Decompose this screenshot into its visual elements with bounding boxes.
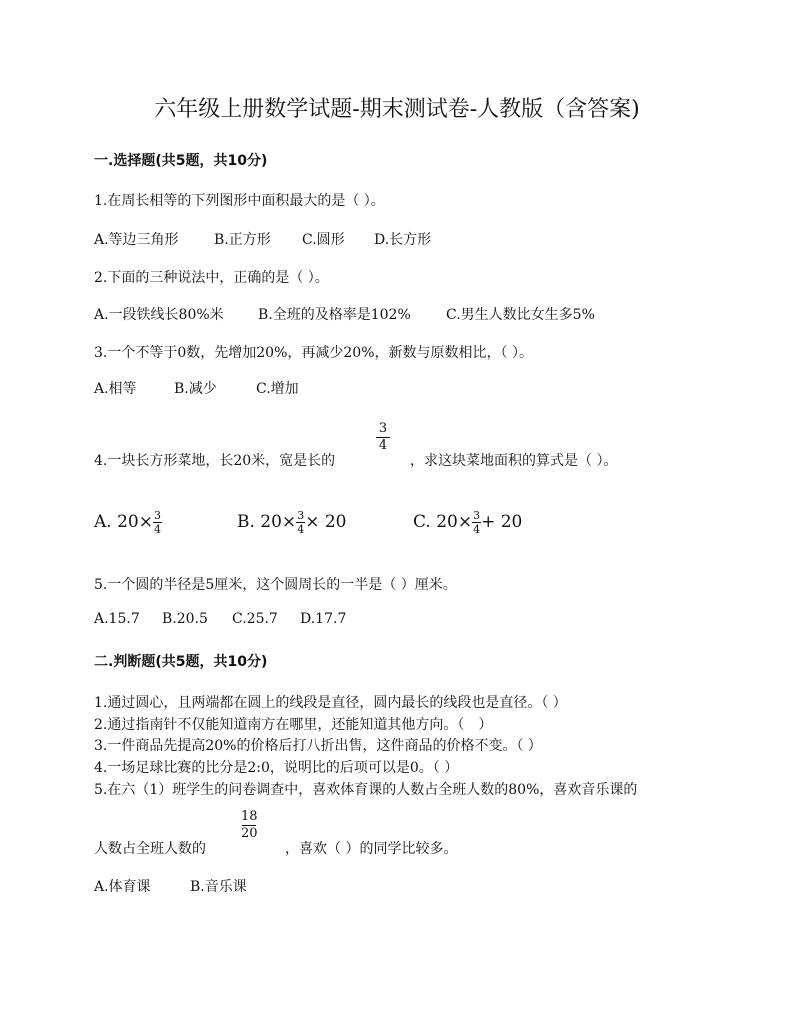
question-2-options	[94, 304, 595, 324]
question-3: 3.一个不等于0数，先增加20%，再减少20%，新数与原数相比，（ ）。	[94, 345, 533, 361]
option-fraction	[472, 510, 481, 535]
option: D.17.7	[300, 611, 347, 627]
judge-item-2: 2.通过指南针不仅能知道南方在哪里，还能知道其他方向。（ ）	[94, 717, 493, 733]
option: B.正方形	[214, 232, 271, 248]
option: D.长方形	[374, 232, 432, 248]
fraction-denominator: 4	[297, 523, 305, 536]
judge-5-options	[94, 876, 247, 896]
option: B.减少	[174, 381, 217, 397]
option: A.一段铁线长80%米	[94, 307, 224, 323]
option: C.圆形	[302, 232, 345, 248]
fraction-numerator: 3	[297, 509, 305, 522]
question-4-option-b	[237, 510, 346, 535]
judge-item-3: 3.一件商品先提高20%的价格后打八折出售，这件商品的价格不变。（ ）	[94, 738, 542, 754]
option: A.体育课	[94, 879, 151, 895]
question-1: 1.在周长相等的下列图形中面积最大的是（ ）。	[94, 193, 385, 209]
option: C.25.7	[232, 611, 278, 627]
judge-item-5: 5.在六（1）班学生的问卷调查中，喜欢体育课的人数占全班人数的80%，喜欢音乐课的	[94, 782, 638, 798]
fraction-denominator: 4	[378, 438, 388, 453]
option: C.男生人数比女生多5%	[446, 307, 595, 323]
option: B.20.5	[162, 611, 208, 627]
option: B.全班的及格率是102%	[258, 307, 411, 323]
question-4-before: 4.一块长方形菜地，长20米，宽是长的	[94, 453, 336, 469]
question-5-options	[94, 611, 346, 627]
section-heading-judge: 二.判断题(共5题，共10分)	[94, 654, 268, 670]
option-prefix: B. 20×	[237, 512, 297, 532]
option: A.相等	[94, 381, 137, 397]
fraction-numerator: 3	[378, 421, 388, 436]
option-prefix: A. 20×	[94, 512, 153, 532]
option: A.15.7	[94, 611, 140, 627]
question-4-option-c	[413, 510, 522, 535]
option: C.增加	[256, 381, 299, 397]
judge-5-before: 人数占全班人数的	[94, 841, 206, 857]
option-fraction	[296, 510, 305, 535]
question-4-after: ，求这块菜地面积的算式是（ ）。	[410, 453, 618, 469]
option-suffix: + 20	[481, 512, 523, 532]
judge-item-1: 1.通过圆心，且两端都在圆上的线段是直径，圆内最长的线段也是直径。（ ）	[94, 695, 567, 711]
option: B.音乐课	[190, 879, 247, 895]
fraction-denominator: 4	[153, 523, 161, 536]
question-4-fraction	[376, 422, 390, 453]
question-3-options	[94, 378, 299, 398]
option-suffix: × 20	[305, 512, 347, 532]
fraction-numerator: 18	[241, 809, 258, 824]
fraction-numerator: 3	[153, 509, 161, 522]
judge-5-after: ，喜欢（ ）的同学比较多。	[285, 841, 458, 857]
judge-item-4: 4.一场足球比赛的比分是2:0，说明比的后项可以是0。（ ）	[94, 760, 459, 776]
judge-5-fraction	[241, 810, 258, 841]
fraction-numerator: 3	[473, 509, 481, 522]
section-heading-choice: 一.选择题(共5题，共10分)	[94, 153, 268, 169]
question-4-option-a	[94, 510, 162, 535]
fraction-denominator: 4	[473, 523, 481, 536]
option-fraction	[153, 510, 162, 535]
page-title: 六年级上册数学试题-期末测试卷-人教版（含答案)	[154, 97, 640, 122]
question-2: 2.下面的三种说法中，正确的是（ ）。	[94, 270, 329, 286]
question-5: 5.一个圆的半径是5厘米，这个圆周长的一半是（ ）厘米。	[94, 577, 457, 593]
option: A.等边三角形	[94, 232, 179, 248]
question-1-options	[94, 229, 431, 249]
option-prefix: C. 20×	[413, 512, 473, 532]
fraction-denominator: 20	[241, 826, 258, 841]
